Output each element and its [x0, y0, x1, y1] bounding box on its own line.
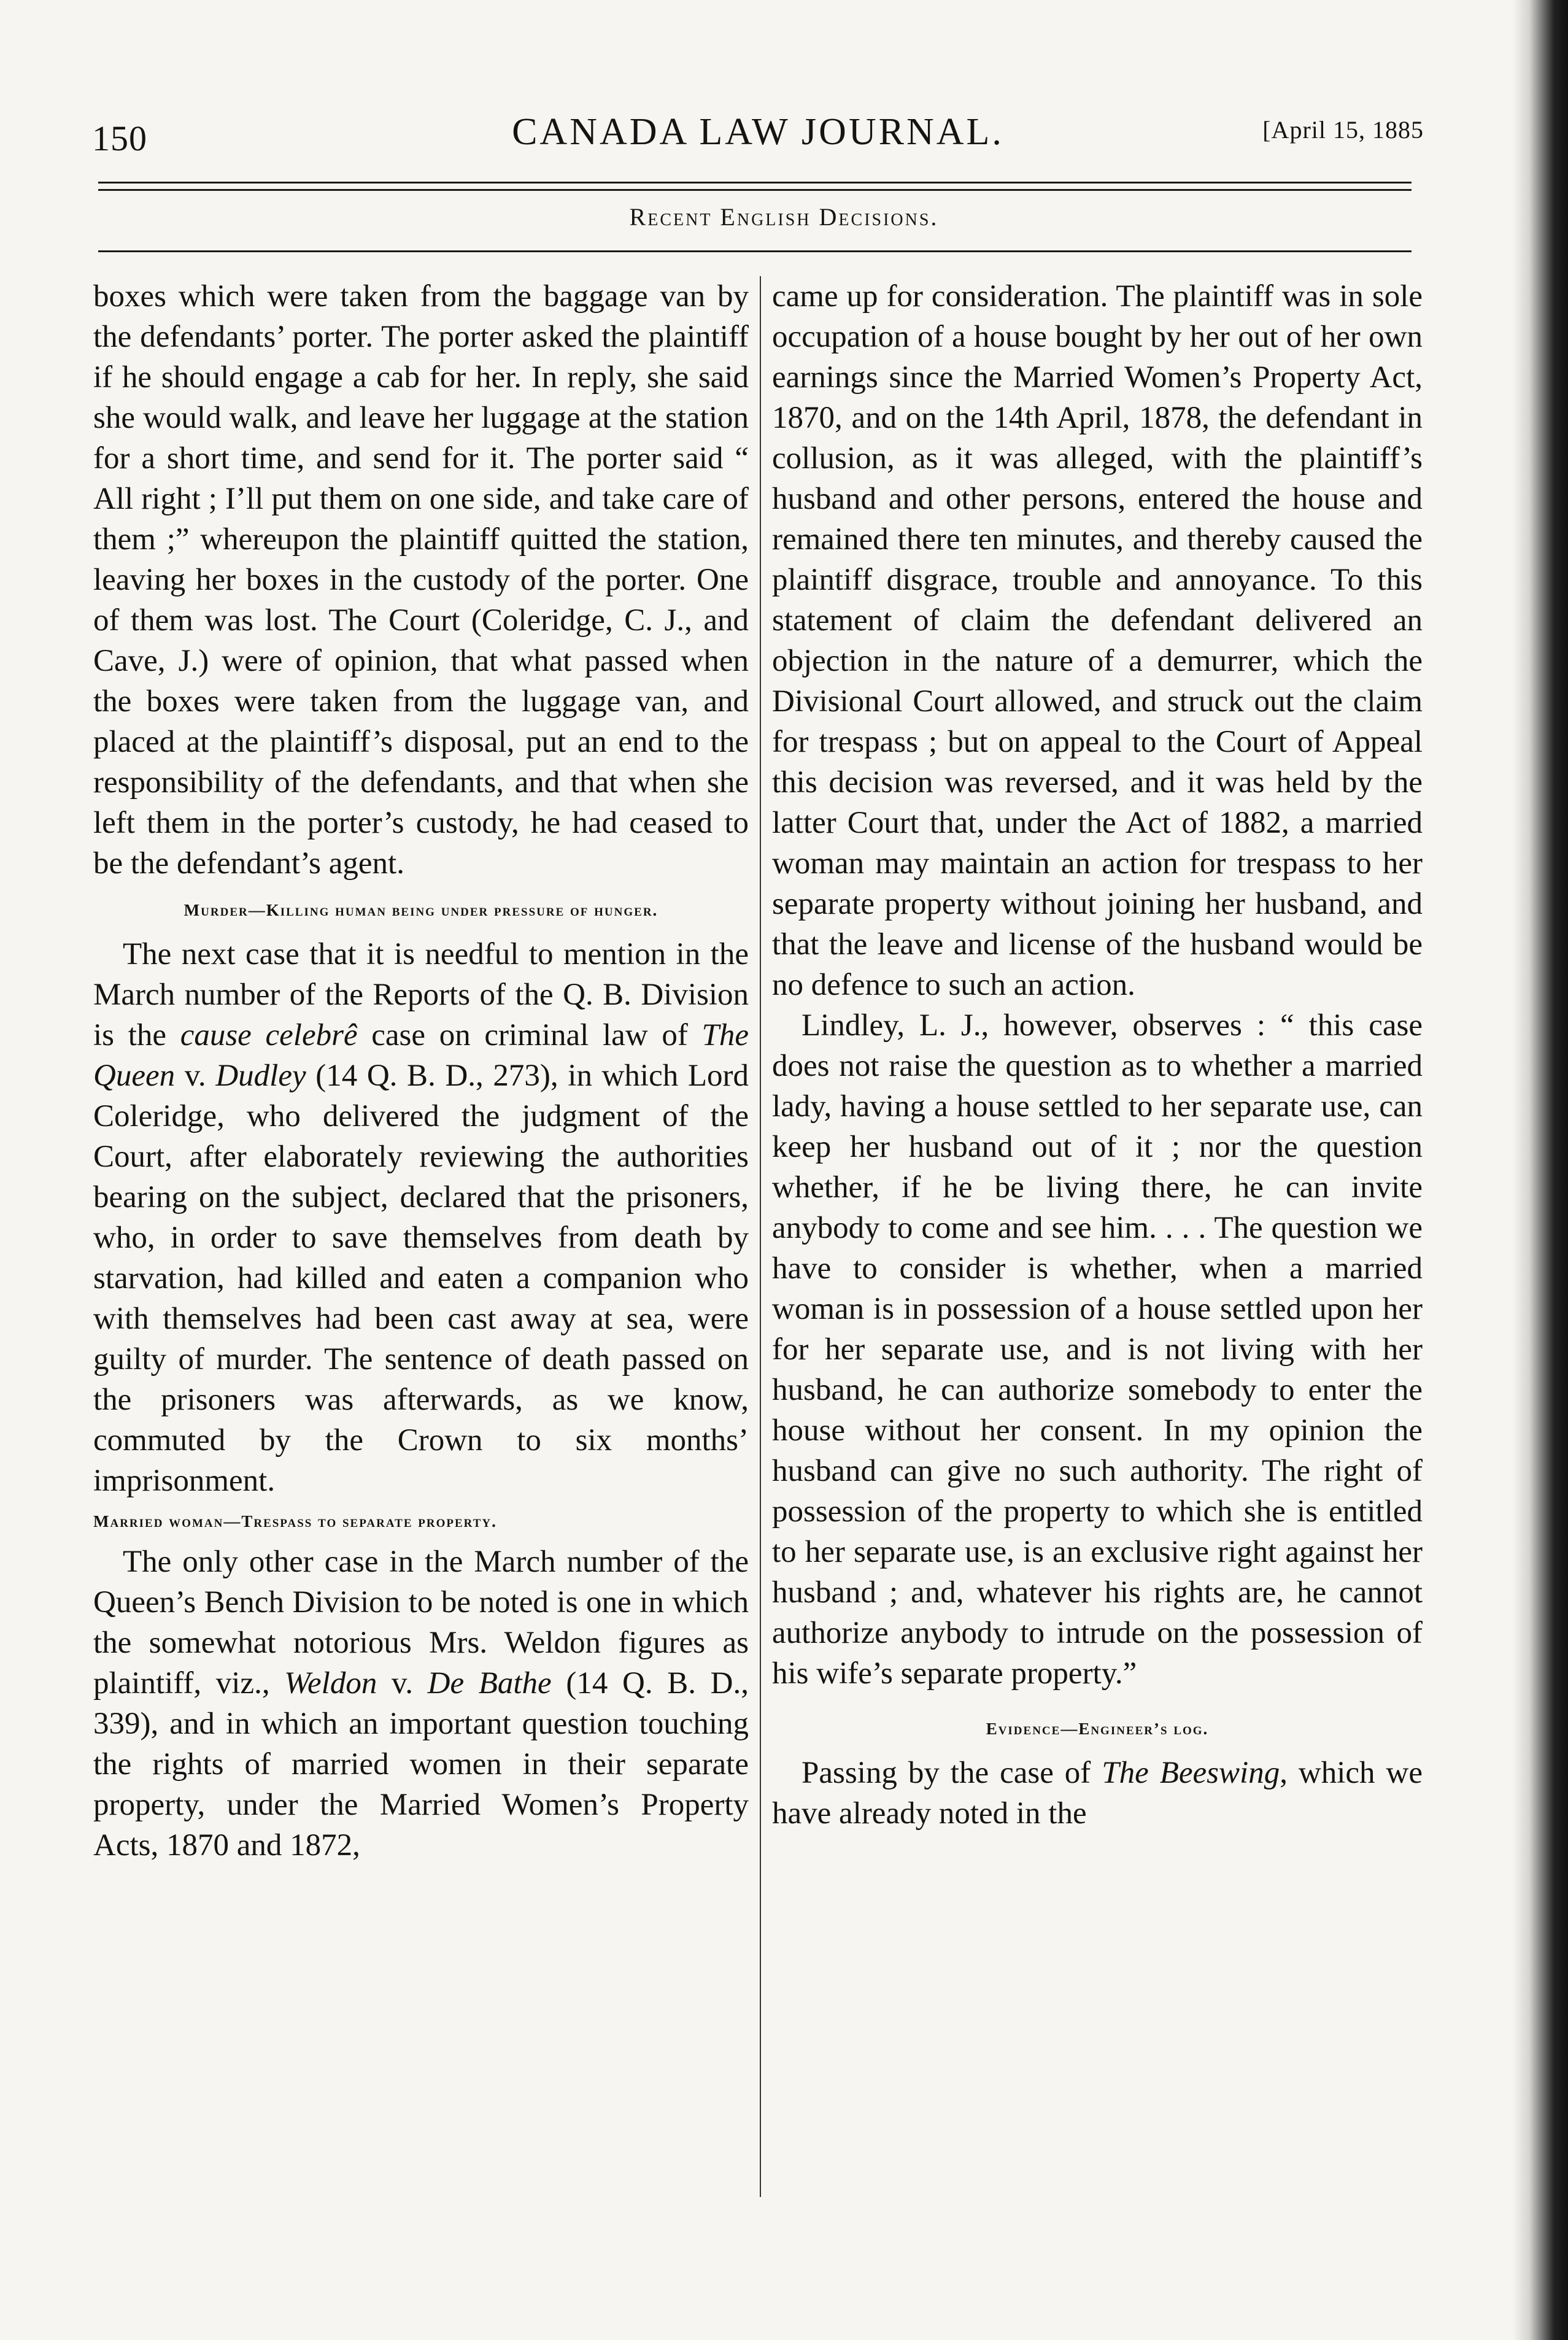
paragraph: Lindley, L. J., however, observes : “ this case does not raise the question as to whether a married lady, having a house settled to her separate use, can keep her husband out of it ; nor the question whether, if he be living there, he can invite anybody to come and see him. . . . The question we have to consider is whether, when a married woman is in possession of a house settled upon her for her separate use, and is not living with her husband, he can authorize somebody to enter the house without her consent. In my opinion the husband can give no such authority. The right of possession of the property to which she is entitled to her separate use, is an exclusive right against her husband ; and, whatever his rights are, he cannot authorize anybody to intrude on the possession of his wife’s separate property.”: [772, 1008, 1423, 1691]
text-run: The next case that it is needful to mention in the March number of the Reports of the Q. B. Division is the: [93, 937, 749, 1052]
paragraph: [93, 1542, 749, 1866]
right-column: [772, 276, 1423, 1834]
case-heading: Married woman—Trespass to separate property.: [93, 1512, 497, 1531]
paragraph: came up for consideration. The plaintiff was in sole occupation of a house bought by her out of her own earnings since the Married Women’s Property Act, 1870, and on the 14th April, 1878, the defendant in collusion, as it was alleged, with the plaintiff’s husband and other persons, entered the house and remained there ten minutes, and thereby caused the plaintiff disgrace, trouble and annoyance. To this statement of claim the defendant delivered an objection in the nature of a demurrer, which the Divisional Court allowed, and struck out the claim for trespass ; but on appeal to the Court of Appeal this decision was reversed, and it was held by the latter Court that, under the Act of 1882, a married woman may maintain an action for trespass to her separate property without joining her husband, and that the leave and license of the husband would be no defence to such an action.: [772, 279, 1423, 1002]
text-run: v.: [377, 1666, 428, 1701]
section-title: Recent English Decisions.: [629, 203, 939, 231]
paragraph: boxes which were taken from the baggage van by the defendants’ porter. The porter asked the plaintiff if he should engage a cab for her. In reply, she said she would walk, and leave her luggage at the station for a short time, and send for it. The porter said “ All right ; I’ll put them on one side, and take care of them ;” whereupon the plaintiff quitted the station, leaving her boxes in the custody of the porter. One of them was lost. The Court (Coleridge, C. J., and Cave, J.) were of opinion, that what passed when the boxes were taken from the luggage van, and placed at the plaintiff’s disposal, put an end to the responsibility of the defendants, and that when she left them in the porter’s custody, he had ceased to be the defendant’s agent.: [93, 279, 749, 881]
column-divider: [760, 276, 761, 2197]
case-name: Weldon: [284, 1666, 377, 1701]
page-number: 150: [92, 118, 147, 158]
header-double-rule: [98, 182, 1412, 191]
text-run: The only other case in the March number of the Queen’s Bench Division to be noted is one in which the somewhat notorious Mrs. Weldon figures as plaintiff, viz.,: [93, 1545, 749, 1701]
text-run: case on criminal law of: [357, 1018, 702, 1052]
text-run: (14 Q. B. D., 339), and in which an important question touching the rights of married women in their separate property, under the Married Women’s Property Acts, 1870 and 1872,: [93, 1666, 749, 1863]
running-header: [92, 104, 1424, 172]
case-name: De Bathe: [427, 1666, 552, 1701]
left-column: [93, 276, 749, 1866]
paragraph: [772, 1753, 1423, 1834]
case-heading: Murder—Killing human being under pressure of hunger.: [183, 901, 658, 919]
paragraph: [93, 934, 749, 1501]
page-edge-shadow: [1513, 0, 1568, 2340]
text-run: Passing by the case of: [801, 1756, 1102, 1790]
section-rule: [98, 250, 1412, 252]
text-run: , which we have already noted in the: [772, 1756, 1423, 1831]
case-name: The Queen: [93, 1018, 749, 1093]
case-heading: Evidence—Engineer’s log.: [986, 1720, 1209, 1738]
italic-phrase: cause celebrê: [180, 1018, 358, 1052]
case-name: The Beeswing: [1102, 1756, 1280, 1790]
text-run: v.: [175, 1059, 216, 1093]
text-run: (14 Q. B. D., 273), in which Lord Coleridge, who delivered the judgment of the Court, after elaborately reviewing the authorities bearing on the subject, declared that the prisoners, who, in order to save themselves from death by starvation, had killed and eaten a companion who with themselves had been cast away at sea, were guilty of murder. The sentence of death passed on the prisoners was afterwards, as we know, commuted by the Crown to six months’ imprisonment.: [93, 1059, 749, 1498]
journal-title: CANADA LAW JOURNAL.: [512, 111, 1004, 153]
issue-date: [April 15, 1885: [1262, 116, 1424, 144]
case-name: Dudley: [215, 1059, 306, 1093]
